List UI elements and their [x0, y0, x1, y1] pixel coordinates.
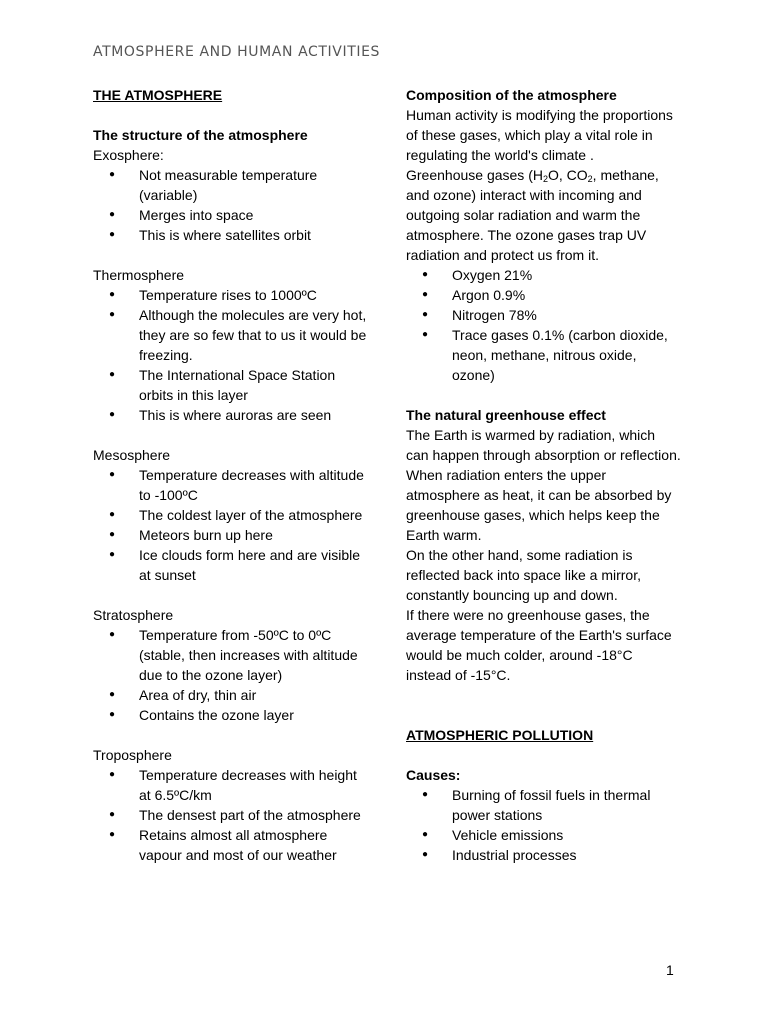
list-item: ● Ice clouds form here and are visible at sunset [93, 545, 368, 585]
list-item: ● Industrial processes [406, 845, 681, 865]
document-header: ATMOSPHERE AND HUMAN ACTIVITIES [93, 44, 381, 60]
layer-name: Troposphere [93, 747, 172, 763]
list-item: ● Temperature decreases with height at 6.5ºC/km [93, 765, 368, 805]
list-item: ● Area of dry, thin air [93, 685, 368, 705]
list-item: ● Argon 0.9% [406, 285, 681, 305]
section-title-pollution: ATMOSPHERIC POLLUTION [406, 727, 594, 743]
left-column [93, 85, 368, 865]
layer-list [93, 625, 368, 725]
layer-name: Thermosphere [93, 267, 185, 283]
list-item: ● Temperature from -50ºC to 0ºC (stable, then increases with altitude due to the ozone layer) [93, 625, 368, 685]
list-item: ● Nitrogen 78% [406, 305, 681, 325]
layer-mesosphere [93, 445, 368, 585]
list-item: ● Retains almost all atmosphere vapour and most of our weather [93, 825, 368, 865]
layer-exosphere [93, 145, 368, 245]
list-item: ● Vehicle emissions [406, 825, 681, 845]
list-item: ● Although the molecules are very hot, they are so few that to us it would be freezing. [93, 305, 368, 365]
greenhouse-title: The natural greenhouse effect [406, 407, 606, 423]
list-item: ● The International Space Station orbits in this layer [93, 365, 368, 405]
causes-list [406, 785, 681, 865]
composition-title: Composition of the atmosphere [406, 87, 617, 103]
layer-stratosphere [93, 605, 368, 725]
layer-name: Mesosphere [93, 447, 171, 463]
page-number: 1 [666, 962, 674, 978]
greenhouse-paragraph: On the other hand, some radiation is reflected back into space like a mirror, constantly bouncing up and down. [406, 547, 641, 603]
layer-list [93, 765, 368, 865]
layer-troposphere [93, 745, 368, 865]
greenhouse-paragraph: The Earth is warmed by radiation, which can happen through absorption or reflection. When radiation enters the upper atmosphere as heat, it can be absorbed by greenhouse gases, which helps keep the Earth warm. [406, 427, 681, 543]
composition-intro: Human activity is modifying the proportions of these gases, which play a vital role in regulating the world's climate . [406, 107, 673, 163]
greenhouse-gases-text: Greenhouse gases ($H_2O$, $CO_2$, methane, and ozone) interact with incoming and outgoing solar radiation and warm the atmosphere. The ozone gases trap UV radiation and protect us from it. [406, 167, 659, 263]
layer-list [93, 165, 368, 245]
causes-title: Causes: [406, 767, 461, 783]
layer-name: Exosphere: [93, 147, 164, 163]
structure-title: The structure of the atmosphere [93, 127, 308, 143]
list-item: ● Not measurable temperature (variable) [93, 165, 368, 205]
list-item: ● Temperature decreases with altitude to -100ºC [93, 465, 368, 505]
layer-list [93, 465, 368, 585]
list-item: ● Meteors burn up here [93, 525, 368, 545]
list-item: ● Trace gases 0.1% (carbon dioxide, neon, methane, nitrous oxide, ozone) [406, 325, 681, 385]
layer-list [93, 285, 368, 425]
section-title-atmosphere: THE ATMOSPHERE [93, 87, 223, 103]
layer-name: Stratosphere [93, 607, 174, 623]
list-item: ● Temperature rises to 1000ºC [93, 285, 368, 305]
layer-thermosphere [93, 265, 368, 425]
list-item: ● This is where satellites orbit [93, 225, 368, 245]
gases-list [406, 265, 681, 385]
list-item: ● Oxygen 21% [406, 265, 681, 285]
list-item: ● The densest part of the atmosphere [93, 805, 368, 825]
list-item: ● Burning of fossil fuels in thermal power stations [406, 785, 681, 825]
list-item: ● Merges into space [93, 205, 368, 225]
greenhouse-paragraph: If there were no greenhouse gases, the average temperature of the Earth's surface would be much colder, around -18°C instead of -15°C. [406, 607, 672, 683]
list-item: ● Contains the ozone layer [93, 705, 368, 725]
list-item: ● The coldest layer of the atmosphere [93, 505, 368, 525]
list-item: ● This is where auroras are seen [93, 405, 368, 425]
right-column [406, 85, 681, 865]
